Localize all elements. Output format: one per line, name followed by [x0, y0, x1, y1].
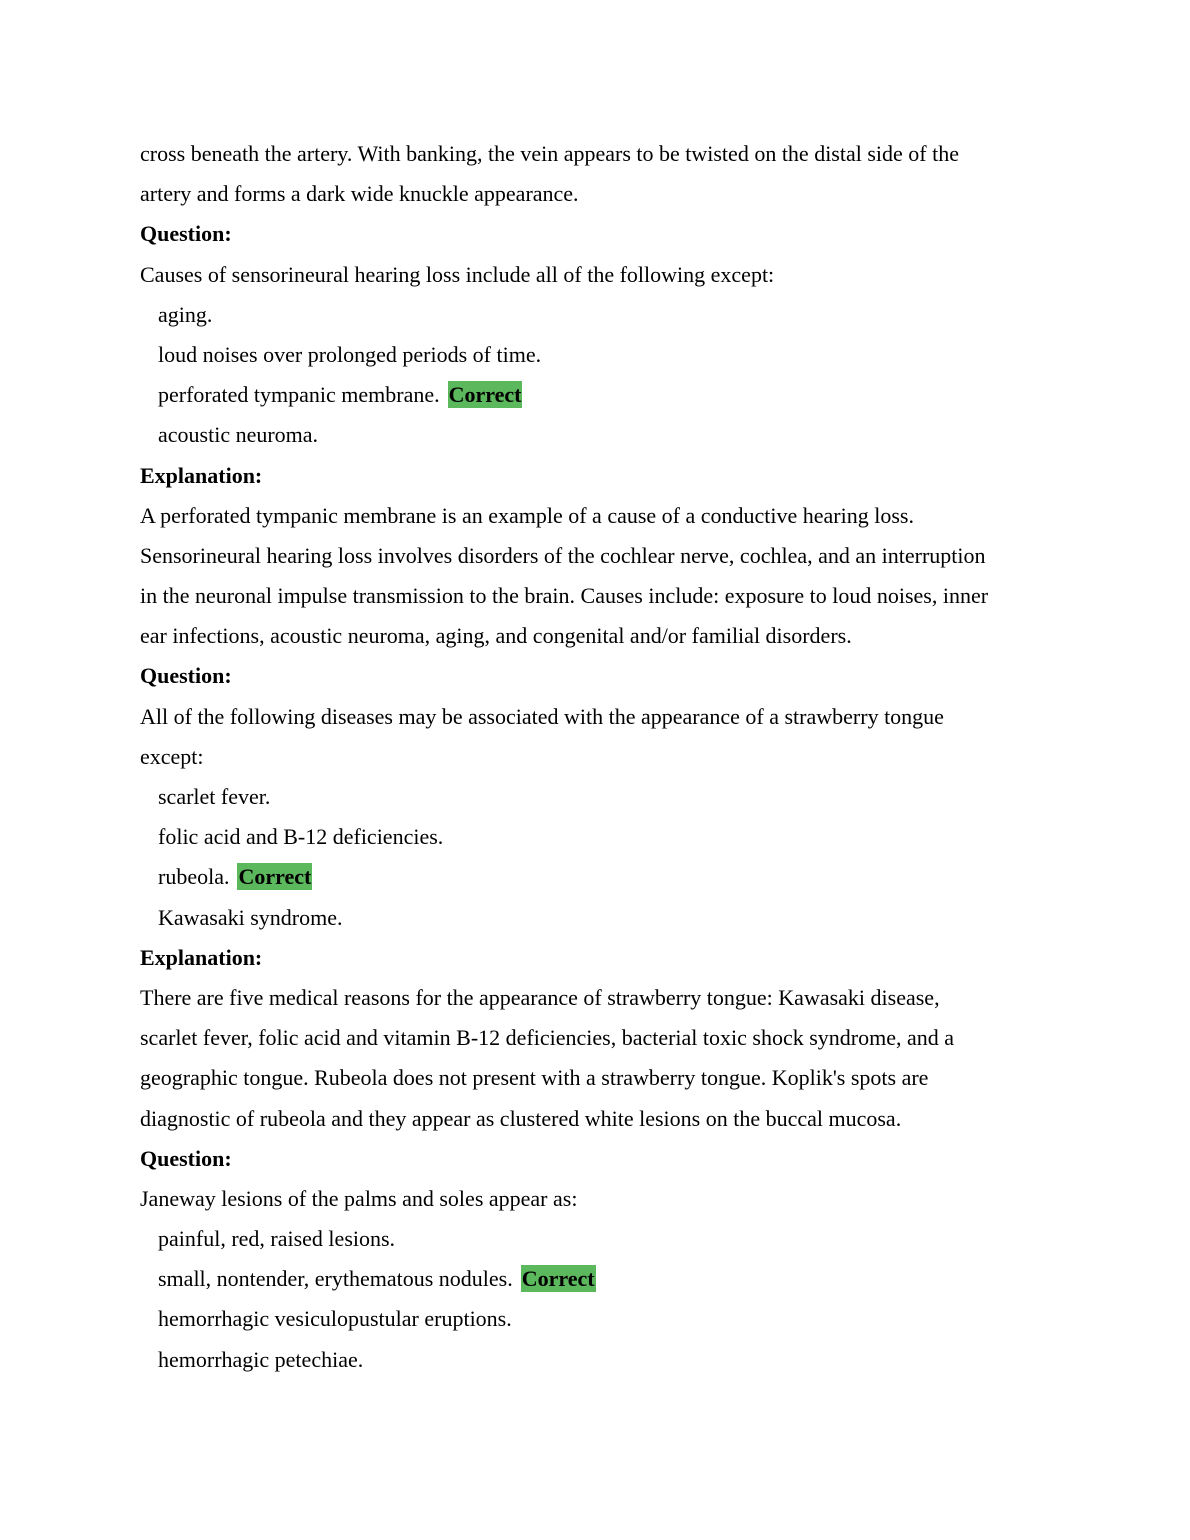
question-text: Causes of sensorineural hearing loss include all of the following except:: [140, 261, 775, 287]
explanation-text: ear infections, acoustic neuroma, aging, and congenital and/or familial disorders.: [140, 623, 852, 649]
correct-badge: Correct: [448, 382, 522, 408]
answer-option: [140, 817, 1050, 857]
question-text: Janeway lesions of the palms and soles appear as:: [140, 1185, 578, 1211]
answer-option: [140, 1340, 1050, 1380]
intro-line: artery and forms a dark wide knuckle appearance.: [140, 181, 579, 207]
answer-option-correct: [140, 375, 1050, 415]
option-text: hemorrhagic vesiculopustular eruptions.: [158, 1306, 512, 1332]
answer-option: [140, 295, 1050, 335]
explanation-text: Sensorineural hearing loss involves disorders of the cochlear nerve, cochlea, and an interruption: [140, 542, 986, 568]
question-heading: Question:: [140, 1145, 232, 1171]
answer-option: [140, 335, 1050, 375]
explanation-text: geographic tongue. Rubeola does not present with a strawberry tongue. Koplik's spots are: [140, 1065, 929, 1091]
option-text: acoustic neuroma.: [158, 422, 319, 448]
answer-option: [140, 1299, 1050, 1339]
answer-option: [140, 1219, 1050, 1259]
correct-badge: Correct: [238, 864, 312, 890]
explanation-text: A perforated tympanic membrane is an example of a cause of a conductive hearing loss.: [140, 502, 914, 528]
question-heading: Question:: [140, 663, 232, 689]
answer-option: [140, 415, 1050, 455]
explanation-text: diagnostic of rubeola and they appear as clustered white lesions on the buccal mucosa.: [140, 1105, 902, 1131]
explanation-text: in the neuronal impulse transmission to the brain. Causes include: exposure to loud noises, inner: [140, 583, 989, 609]
option-text: loud noises over prolonged periods of time.: [158, 341, 542, 367]
option-text: aging.: [158, 301, 213, 327]
explanation-text: scarlet fever, folic acid and vitamin B-12 deficiencies, bacterial toxic shock syndrome, and a: [140, 1025, 955, 1051]
answer-option: [140, 777, 1050, 817]
explanation-heading: Explanation:: [140, 462, 263, 488]
option-text: Kawasaki syndrome.: [158, 904, 343, 930]
option-text: rubeola.: [158, 864, 230, 890]
document-content: [140, 134, 1050, 1380]
option-text: scarlet fever.: [158, 784, 271, 809]
question-heading: Question:: [140, 221, 232, 247]
answer-option-correct: [140, 857, 1050, 897]
question-text: except:: [140, 743, 204, 769]
option-text: perforated tympanic membrane.: [158, 382, 440, 408]
answer-option: [140, 898, 1050, 938]
option-text: painful, red, raised lesions.: [158, 1226, 396, 1252]
explanation-text: There are five medical reasons for the appearance of strawberry tongue: Kawasaki disease,: [140, 984, 940, 1010]
option-text: folic acid and B-12 deficiencies.: [158, 824, 444, 850]
correct-badge: Correct: [521, 1266, 595, 1292]
option-text: hemorrhagic petechiae.: [158, 1346, 364, 1372]
answer-option-correct: [140, 1259, 1050, 1299]
intro-line: cross beneath the artery. With banking, the vein appears to be twisted on the distal side of the: [140, 141, 959, 166]
question-text: All of the following diseases may be associated with the appearance of a strawberry tongue: [140, 703, 944, 729]
option-text: small, nontender, erythematous nodules.: [158, 1266, 513, 1292]
explanation-heading: Explanation:: [140, 944, 263, 970]
